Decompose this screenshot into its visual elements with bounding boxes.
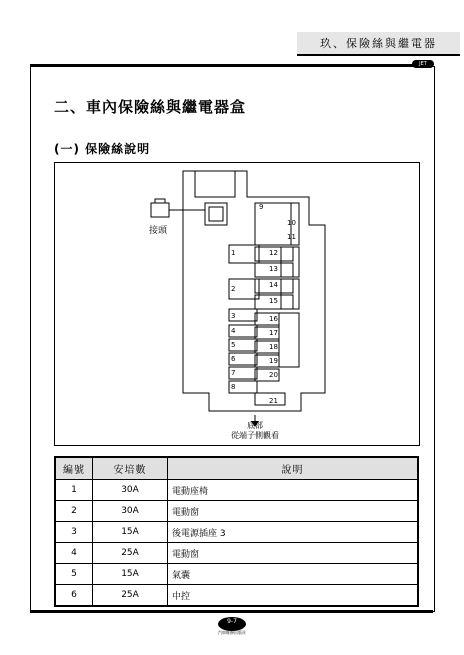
table-row	[55, 480, 418, 501]
table-row	[55, 564, 418, 585]
connector-label: 接頭	[149, 226, 168, 236]
cell-description: 電動窗	[168, 501, 419, 522]
page-number: 9-7	[218, 617, 246, 631]
fuse-box-diagram	[54, 162, 420, 446]
cell-amperage: 30A	[93, 501, 168, 522]
publisher-label: 汽車維修出版社	[218, 630, 246, 635]
svg-text:21: 21	[269, 397, 278, 405]
cell-description: 後電源插座 3	[168, 522, 419, 543]
svg-text:16: 16	[269, 315, 278, 323]
view-from-terminal-label: 從端子側觀看	[231, 431, 279, 440]
cell-number: 4	[55, 543, 93, 564]
svg-text:19: 19	[269, 357, 278, 365]
svg-text:4: 4	[231, 327, 236, 335]
top-rule	[30, 64, 433, 67]
table-row	[55, 585, 418, 607]
col-amperage: 安培數	[93, 457, 168, 480]
svg-text:18: 18	[269, 343, 278, 351]
cell-number: 3	[55, 522, 93, 543]
col-description: 說明	[168, 457, 419, 480]
svg-text:12: 12	[269, 249, 278, 257]
cell-amperage: 25A	[93, 543, 168, 564]
section-title: 二、車內保險絲與繼電器盒	[54, 98, 247, 116]
svg-text:14: 14	[269, 281, 278, 289]
table-row	[55, 501, 418, 522]
table-row	[55, 522, 418, 543]
cell-description: 電動座椅	[168, 480, 419, 501]
svg-text:13: 13	[269, 265, 278, 273]
svg-text:8: 8	[231, 383, 236, 391]
svg-text:10: 10	[287, 219, 296, 227]
svg-text:1: 1	[231, 249, 236, 257]
chapter-header	[297, 32, 460, 56]
svg-text:15: 15	[269, 297, 278, 305]
cell-amperage: 30A	[93, 480, 168, 501]
cell-number: 5	[55, 564, 93, 585]
cell-number: 2	[55, 501, 93, 522]
svg-text:17: 17	[269, 329, 278, 337]
cell-amperage: 25A	[93, 585, 168, 607]
cell-description: 中控	[168, 585, 419, 607]
svg-text:3: 3	[231, 312, 236, 320]
bottom-view-label	[223, 421, 287, 441]
svg-text:6: 6	[231, 355, 236, 363]
bottom-label: 底部	[247, 421, 263, 430]
cell-amperage: 15A	[93, 522, 168, 543]
bottom-rule	[30, 610, 433, 613]
table-header-row	[55, 457, 418, 480]
cell-number: 6	[55, 585, 93, 607]
svg-text:7: 7	[231, 369, 236, 377]
chapter-title: 玖、保險絲與繼電器	[320, 37, 437, 50]
cell-number: 1	[55, 480, 93, 501]
svg-text:11: 11	[287, 233, 296, 241]
section-subtitle: (一) 保險絲說明	[54, 142, 151, 156]
page-tag: JET	[412, 60, 434, 68]
svg-text:20: 20	[269, 371, 278, 379]
table-row	[55, 543, 418, 564]
col-number: 編號	[55, 457, 93, 480]
fuse-table	[54, 456, 419, 607]
svg-text:9: 9	[259, 203, 264, 211]
cell-description: 電動窗	[168, 543, 419, 564]
fuse-box-drawing	[55, 163, 419, 445]
svg-text:2: 2	[231, 285, 236, 293]
cell-description: 氣囊	[168, 564, 419, 585]
cell-amperage: 15A	[93, 564, 168, 585]
svg-text:5: 5	[231, 341, 236, 349]
